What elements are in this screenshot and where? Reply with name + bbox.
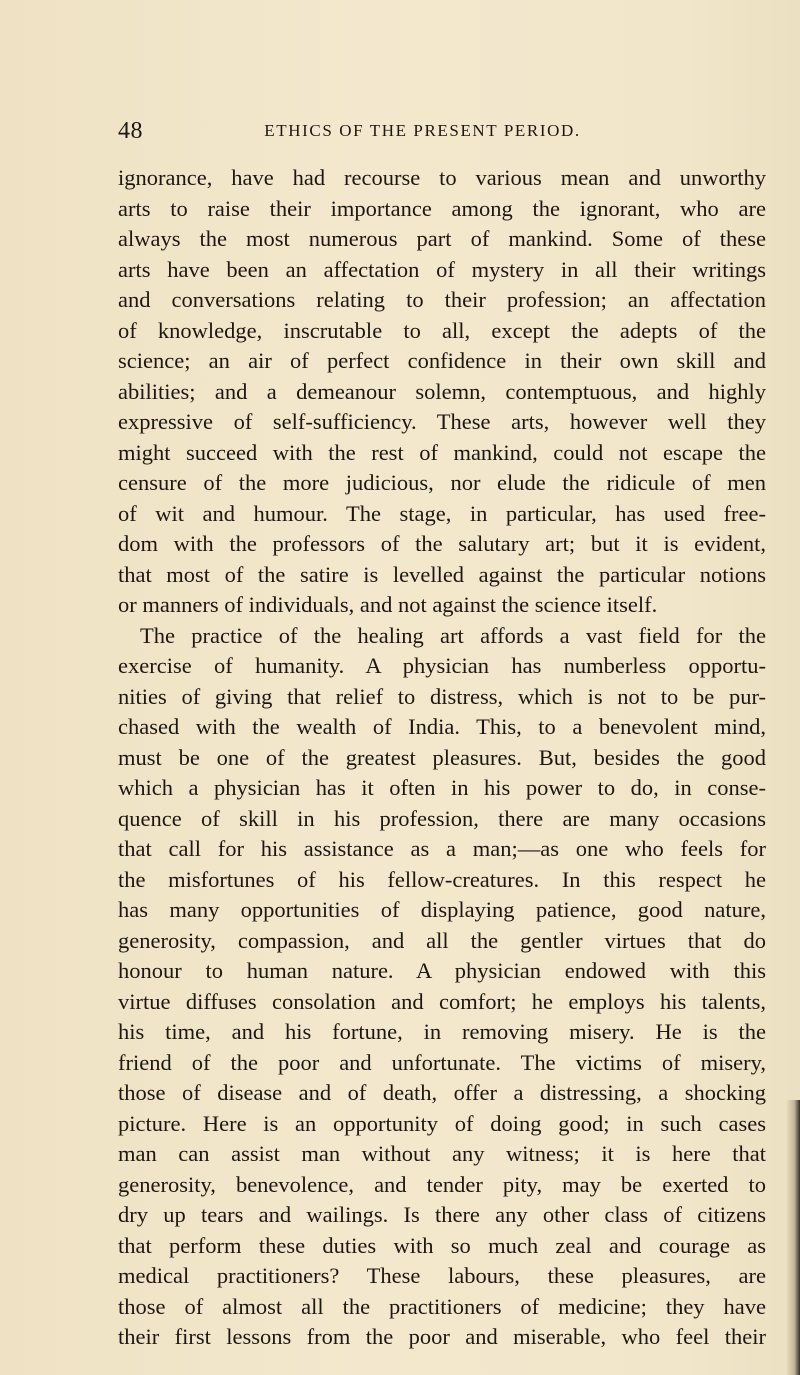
text-line: which a physician has it often in his power to do, in conse-: [118, 775, 766, 800]
text-line: their first lessons from the poor and miserable, who feel their: [118, 1324, 766, 1349]
running-head: ETHICS OF THE PRESENT PERIOD.: [264, 121, 581, 140]
paragraph-start-line: The practice of the healing art affords a vast field for the: [140, 622, 766, 648]
page-header: [0, 118, 800, 144]
text-line: that perform these duties with so much zeal and courage as: [118, 1232, 766, 1258]
text-line: of wit and humour. The stage, in particular, has used free-: [118, 500, 766, 526]
text-line: exercise of humanity. A physician has numberless opportu-: [118, 653, 766, 678]
text-line: honour to human nature. A physician endowed with this: [118, 958, 766, 983]
page-edge-shadow: [786, 1100, 800, 1375]
text-line: those of almost all the practitioners of medicine; they have: [118, 1293, 766, 1319]
text-line: his time, and his fortune, in removing misery. He is the: [118, 1019, 766, 1044]
text-line: man can assist man without any witness; it is here that: [118, 1141, 766, 1166]
text-line: generosity, compassion, and all the gentler virtues that do: [118, 927, 766, 953]
text-line: quence of skill in his profession, there are many occasions: [118, 805, 766, 831]
text-line: the misfortunes of his fellow-creatures. In this respect he: [118, 866, 766, 892]
text-line: science; an air of perfect confidence in their own skill and: [118, 348, 766, 373]
text-line: must be one of the greatest pleasures. But, besides the good: [118, 744, 766, 770]
text-line: chased with the wealth of India. This, to a benevolent mind,: [118, 714, 766, 739]
text-line: nities of giving that relief to distress, which is not to be pur-: [118, 683, 766, 709]
text-line: friend of the poor and unfortunate. The victims of misery,: [118, 1049, 766, 1075]
text-line: and conversations relating to their profession; an affectation: [118, 287, 766, 312]
text-line: medical practitioners? These labours, these pleasures, are: [118, 1263, 766, 1288]
text-line: always the most numerous part of mankind. Some of these: [118, 226, 766, 251]
page-number: 48: [118, 118, 143, 144]
text-line: abilities; and a demeanour solemn, contemptuous, and highly: [118, 378, 766, 404]
text-line: of knowledge, inscrutable to all, except the adepts of the: [118, 317, 766, 343]
text-line: dry up tears and wailings. Is there any other class of citizens: [118, 1202, 766, 1227]
text-line: has many opportunities of displaying patience, good nature,: [118, 897, 766, 922]
text-line: that most of the satire is levelled against the particular notions: [118, 561, 766, 587]
text-line: generosity, benevolence, and tender pity, may be exerted to: [118, 1171, 766, 1197]
text-line: dom with the professors of the salutary art; but it is evident,: [118, 531, 766, 556]
text-line: expressive of self-sufficiency. These arts, however well they: [118, 409, 766, 434]
text-line: picture. Here is an opportunity of doing good; in such cases: [118, 1110, 766, 1136]
text-line: virtue diffuses consolation and comfort; he employs his talents,: [118, 988, 766, 1014]
text-line: arts have been an affectation of mystery in all their writings: [118, 256, 766, 282]
body-text: [118, 163, 766, 1353]
text-line: might succeed with the rest of mankind, could not escape the: [118, 439, 766, 465]
text-line: arts to raise their importance among the ignorant, who are: [118, 195, 766, 221]
text-line: those of disease and of death, offer a distressing, a shocking: [118, 1080, 766, 1105]
text-line: or manners of individuals, and not against the science itself.: [118, 592, 658, 617]
text-line: censure of the more judicious, nor elude the ridicule of men: [118, 470, 766, 495]
text-line: that call for his assistance as a man;—as one who feels for: [118, 836, 766, 861]
text-line: ignorance, have had recourse to various mean and unworthy: [118, 165, 766, 190]
